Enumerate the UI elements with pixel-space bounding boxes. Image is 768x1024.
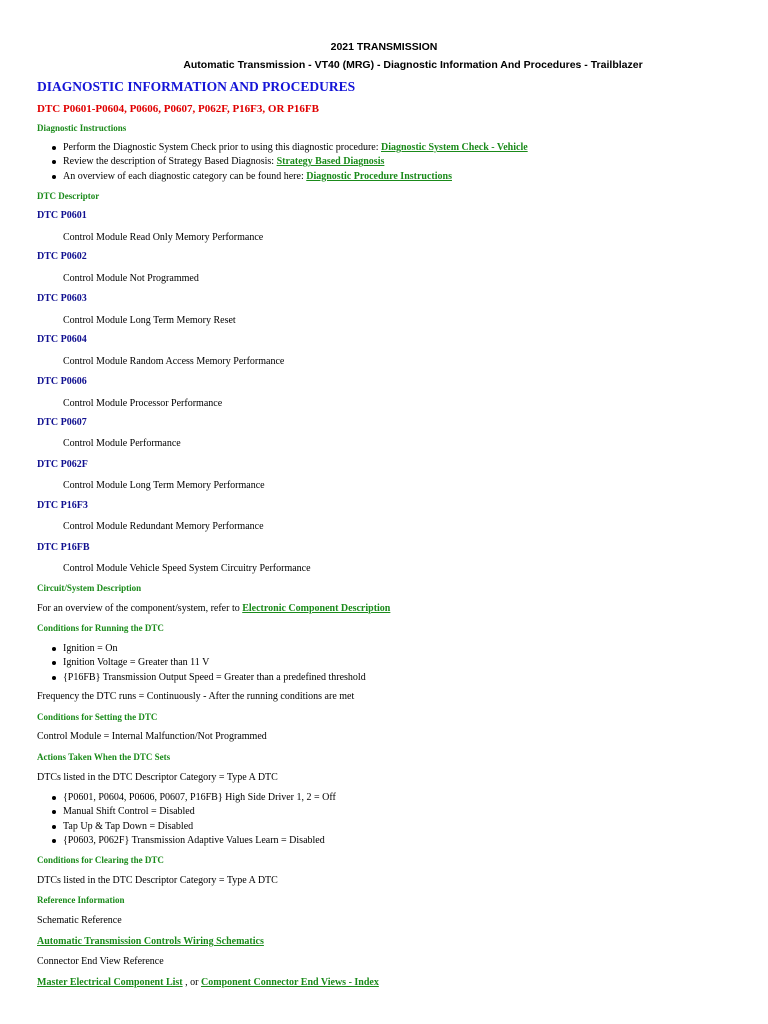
dtc-code: DTC P062F xyxy=(37,459,88,470)
actions-type-text: DTCs listed in the DTC Descriptor Category = Type A DTC xyxy=(37,772,278,783)
list-item: Tap Up & Tap Down = Disabled xyxy=(37,820,336,834)
dtc-description: Control Module Long Term Memory Reset xyxy=(63,315,236,326)
link-electronic-component-description[interactable]: Electronic Component Description xyxy=(242,603,391,614)
section-heading-conditions-setting: Conditions for Setting the DTC xyxy=(37,712,158,722)
dtc-description: Control Module Performance xyxy=(63,438,181,449)
link-connector-end-views-index[interactable]: Component Connector End Views - Index xyxy=(200,977,379,988)
schematic-reference-link-row xyxy=(37,936,264,947)
dtc-code: DTC P0602 xyxy=(37,251,87,262)
setting-condition-text: Control Module = Internal Malfunction/Not Programmed xyxy=(37,731,267,742)
list-item: {P0601, P0604, P0606, P0607, P16FB} High Side Driver 1, 2 = Off xyxy=(37,791,336,805)
section-heading-actions-taken: Actions Taken When the DTC Sets xyxy=(37,752,171,762)
dtc-description: Control Module Vehicle Speed System Circuitry Performance xyxy=(63,563,311,574)
page-title: DIAGNOSTIC INFORMATION AND PROCEDURES xyxy=(37,79,356,94)
document-header-path: Automatic Transmission - VT40 (MRG) - Diagnostic Information And Procedures - Trailblazer xyxy=(183,59,643,71)
section-heading-circuit-description: Circuit/System Description xyxy=(37,583,142,593)
diagnostic-instructions-list xyxy=(37,141,528,184)
link-diagnostic-procedure-instructions[interactable]: Diagnostic Procedure Instructions xyxy=(306,170,452,182)
connector-reference-link-row xyxy=(37,977,379,988)
document-header-year: 2021 TRANSMISSION xyxy=(330,41,438,53)
list-item xyxy=(37,170,528,184)
dtc-code: DTC P16FB xyxy=(37,542,90,553)
list-item xyxy=(37,155,528,169)
circuit-text: For an overview of the component/system, refer to xyxy=(37,603,243,614)
dtc-description: Control Module Read Only Memory Performance xyxy=(63,232,264,243)
list-item-text: An overview of each diagnostic category can be found here: xyxy=(63,170,307,182)
link-wiring-schematics[interactable]: Automatic Transmission Controls Wiring Schematics xyxy=(37,936,264,947)
dtc-code: DTC P0601 xyxy=(37,210,87,221)
actions-list xyxy=(37,791,336,848)
list-item: Manual Shift Control = Disabled xyxy=(37,805,336,819)
link-master-electrical-component-list[interactable]: Master Electrical Component List xyxy=(37,977,183,988)
list-item-text: Review the description of Strategy Based Diagnosis: xyxy=(63,156,277,168)
list-item-text: Perform the Diagnostic System Check prior to using this diagnostic procedure: xyxy=(63,142,381,153)
section-heading-dtc-descriptor: DTC Descriptor xyxy=(37,191,100,201)
list-item: Ignition = On xyxy=(37,642,366,656)
running-conditions-list xyxy=(37,642,366,685)
dtc-code: DTC P0606 xyxy=(37,376,87,387)
dtc-description: Control Module Random Access Memory Performance xyxy=(63,356,285,367)
section-heading-conditions-running: Conditions for Running the DTC xyxy=(37,623,164,633)
section-heading-conditions-clearing: Conditions for Clearing the DTC xyxy=(37,855,164,865)
list-item: {P16FB} Transmission Output Speed = Greater than a predefined threshold xyxy=(37,671,366,685)
dtc-description: Control Module Long Term Memory Performance xyxy=(63,480,265,491)
run-frequency-text: Frequency the DTC runs = Continuously - After the running conditions are met xyxy=(37,691,355,702)
dtc-code: DTC P0604 xyxy=(37,334,87,345)
link-diagnostic-system-check[interactable]: Diagnostic System Check - Vehicle xyxy=(381,142,528,153)
list-item xyxy=(37,141,528,155)
section-heading-diagnostic-instructions: Diagnostic Instructions xyxy=(37,123,127,133)
dtc-range-title: DTC P0601-P0604, P0606, P0607, P062F, P16F3, OR P16FB xyxy=(37,103,319,115)
dtc-code: DTC P16F3 xyxy=(37,500,88,511)
link-strategy-based-diagnosis[interactable]: Strategy Based Diagnosis xyxy=(276,156,385,168)
dtc-description: Control Module Processor Performance xyxy=(63,398,223,409)
link-separator: , or xyxy=(182,977,201,988)
circuit-description-text xyxy=(37,603,390,614)
section-heading-reference-information: Reference Information xyxy=(37,895,125,905)
dtc-description: Control Module Redundant Memory Performance xyxy=(63,521,264,532)
dtc-code: DTC P0607 xyxy=(37,417,87,428)
dtc-code: DTC P0603 xyxy=(37,293,87,304)
list-item: {P0603, P062F} Transmission Adaptive Values Learn = Disabled xyxy=(37,834,336,848)
connector-reference-label: Connector End View Reference xyxy=(37,956,164,967)
clearing-type-text: DTCs listed in the DTC Descriptor Category = Type A DTC xyxy=(37,875,278,886)
dtc-description: Control Module Not Programmed xyxy=(63,273,199,284)
list-item: Ignition Voltage = Greater than 11 V xyxy=(37,656,366,670)
schematic-reference-label: Schematic Reference xyxy=(37,915,122,926)
